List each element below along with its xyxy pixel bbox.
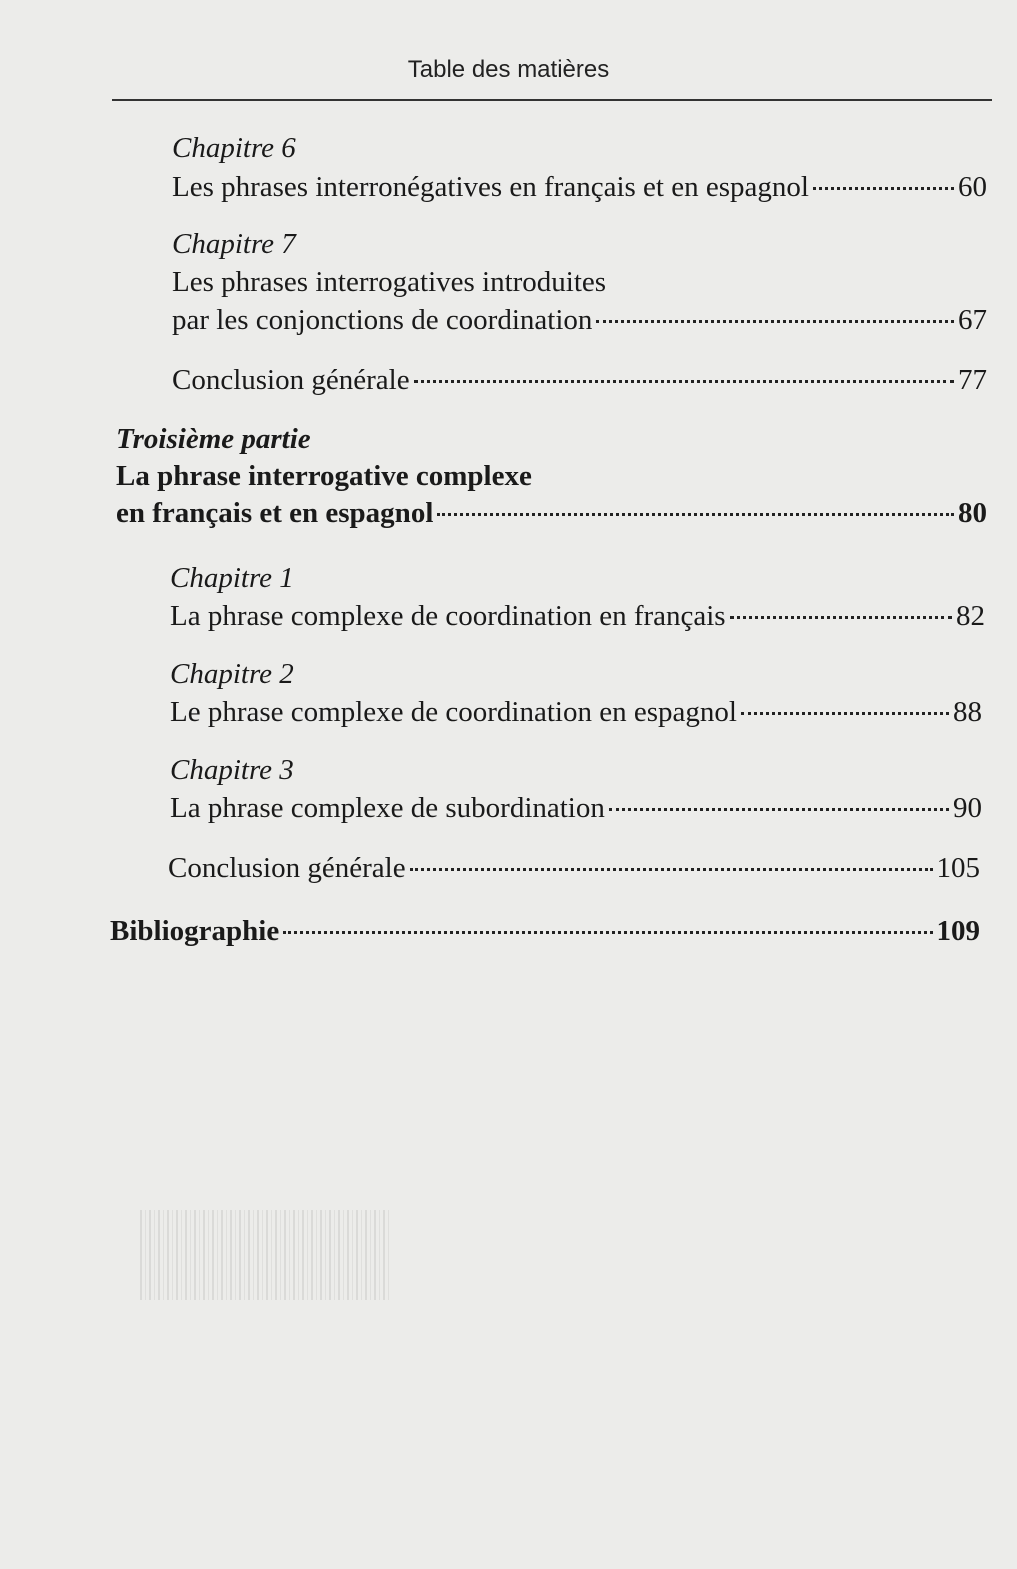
chapter-7-label: Chapitre 7: [172, 228, 296, 260]
toc-entry-chapter-7[interactable]: [172, 304, 987, 337]
leader-dots: [609, 808, 949, 811]
leader-dots: [410, 868, 933, 871]
header-rule: [112, 99, 992, 101]
toc-entry-part3-chapter-1[interactable]: [170, 600, 985, 633]
leader-dots: [730, 616, 952, 619]
toc-entry-title: Conclusion générale: [172, 364, 410, 396]
part3-chapter-1-label: Chapitre 1: [170, 562, 294, 594]
toc-entry-title: La phrase complexe de subordination: [170, 792, 605, 824]
leader-dots: [741, 712, 949, 715]
toc-entry-title: La phrase complexe de coordination en français: [170, 600, 726, 632]
toc-entry-page: 60: [958, 171, 987, 203]
toc-entry-title: Conclusion générale: [168, 852, 406, 884]
leader-dots: [437, 513, 954, 516]
toc-entry-title-line1: Les phrases interrogatives introduites: [172, 266, 607, 298]
toc-entry-page: 77: [958, 364, 987, 396]
toc-entry-title: Le phrase complexe de coordination en espagnol: [170, 696, 737, 728]
toc-entry-page: 82: [956, 600, 985, 632]
toc-entry-chapter-6[interactable]: [172, 171, 987, 204]
leader-dots: [414, 380, 954, 383]
toc-entry-part3-chapter-3[interactable]: [170, 792, 982, 825]
toc-entry-title: Bibliographie: [110, 915, 280, 947]
toc-entry-page: 88: [953, 696, 982, 728]
bleed-through-barcode: [140, 1210, 390, 1300]
chapter-6-label: Chapitre 6: [172, 132, 296, 164]
leader-dots: [283, 931, 932, 934]
toc-entry-part-3[interactable]: [116, 497, 987, 530]
toc-entry-page: 80: [958, 497, 987, 529]
running-header: Table des matières: [407, 56, 610, 83]
leader-dots: [813, 187, 954, 190]
part-3-label: Troisième partie: [116, 423, 311, 455]
toc-entry-page: 90: [953, 792, 982, 824]
part3-chapter-2-label: Chapitre 2: [170, 658, 294, 690]
bleed-through-text: [140, 1090, 147, 1122]
part3-chapter-3-label: Chapitre 3: [170, 754, 294, 786]
part-3-title-line1: La phrase interrogative complexe: [116, 460, 532, 492]
toc-entry-bibliography[interactable]: [110, 915, 980, 948]
toc-entry-page: 105: [936, 852, 980, 884]
leader-dots: [596, 320, 954, 323]
toc-entry-conclusion-part3[interactable]: [168, 852, 980, 885]
toc-entry-title: Les phrases interronégatives en français et en espagnol: [172, 171, 809, 203]
toc-entry-page: 67: [958, 304, 987, 336]
toc-entry-part3-chapter-2[interactable]: [170, 696, 982, 729]
toc-entry-title: en français et en espagnol: [116, 497, 434, 529]
toc-entry-conclusion-part2[interactable]: [172, 364, 987, 397]
toc-entry-title: par les conjonctions de coordination: [172, 304, 593, 336]
toc-entry-page: 109: [936, 915, 980, 947]
